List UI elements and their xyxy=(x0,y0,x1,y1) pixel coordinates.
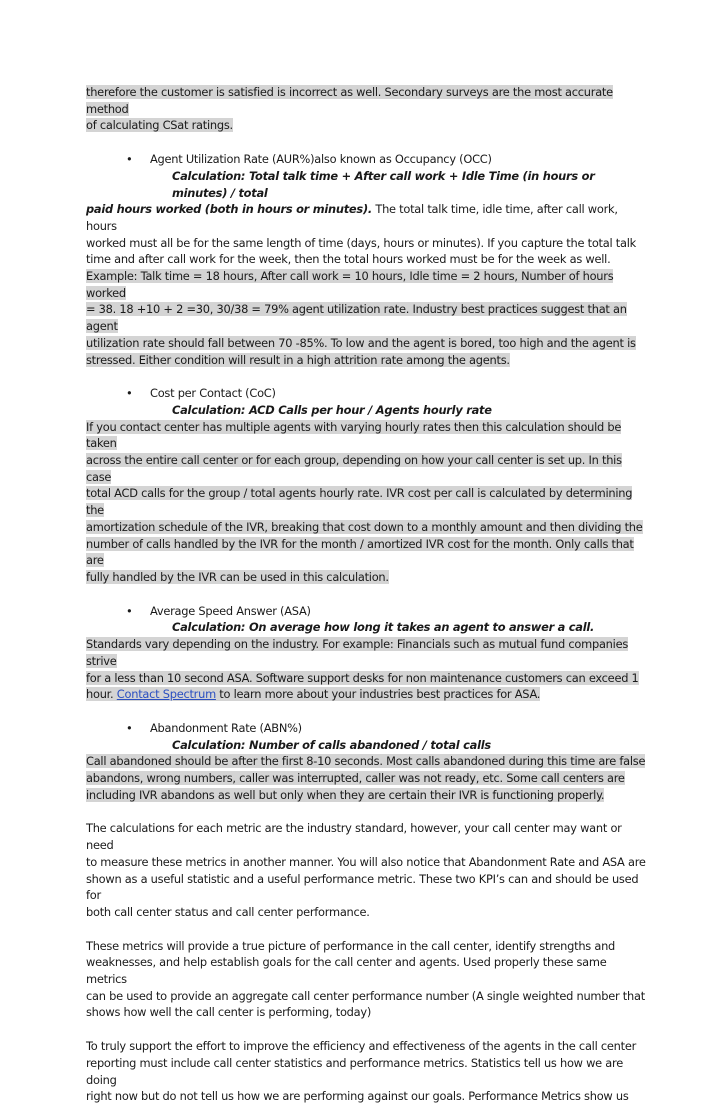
para1-line-2: to measure these metrics in another manner. You will also notice that Abandonment Rate and ASA are xyxy=(86,854,646,869)
aur-line-6: = 38. 18 +10 + 2 =30, 30/38 = 79% agent utilization rate. Industry best practices suggest that an agent xyxy=(86,302,627,334)
asa-line-1: Standards vary depending on the industry. For example: Financials such as mutual fund companies strive xyxy=(86,637,629,668)
abn-calculation: Calculation: Number of calls abandoned / total calls xyxy=(172,737,491,752)
asa-calculation: Calculation: On average how long it takes an agent to answer a call. xyxy=(172,620,595,635)
para2-line-2: weaknesses, and help establish goals for the call center and agents. Used properly these same metrics xyxy=(86,955,607,987)
bullet-icon: • xyxy=(126,603,133,618)
document-body xyxy=(86,84,646,1105)
aur-line-8: stressed. Either condition will result in a high attrition rate among the agents. xyxy=(86,352,510,367)
abn-line-2: abandons, wrong numbers, caller was interrupted, caller was not ready, etc. Some call centers are xyxy=(86,771,625,786)
aur-line-4: time and after call work for the week, then the total hours worked must be for the week as well. xyxy=(86,252,611,267)
para1-line-1: The calculations for each metric are the industry standard, however, your call center may want or need xyxy=(86,821,622,853)
intro-paragraph xyxy=(86,84,646,134)
aur-calculation: Calculation: Total talk time + After call work + Idle Time (in hours or minutes) / total xyxy=(172,168,595,200)
aur-calculation-cont: paid hours worked (both in hours or minutes). xyxy=(86,202,372,217)
coc-line-2: across the entire call center or for each group, depending on how your call center is set up. In this case xyxy=(86,453,622,484)
para1-line-4: both call center status and call center performance. xyxy=(86,904,370,919)
abn-line-1: Call abandoned should be after the first 8-10 seconds. Most calls abandoned during this time are false xyxy=(86,754,646,769)
para2-line-3: can be used to provide an aggregate call center performance number (A single weighted number that xyxy=(86,988,645,1003)
coc-calculation: Calculation: ACD Calls per hour / Agents hourly rate xyxy=(172,402,492,417)
abn-body xyxy=(86,753,646,803)
coc-body xyxy=(86,419,646,586)
aur-line-2 xyxy=(86,201,646,234)
para3-line-1: To truly support the effort to improve the efficiency and effectiveness of the agents in the call center xyxy=(86,1039,637,1054)
metrics-paragraph xyxy=(86,938,646,1022)
coc-line-5: number of calls handled by the IVR for the month / amortized IVR cost for the month. Only calls that are xyxy=(86,536,634,568)
abn-title: Abandonment Rate (ABN%) xyxy=(150,720,302,735)
support-paragraph xyxy=(86,1038,646,1105)
asa-bullet-item xyxy=(86,603,646,620)
aur-example xyxy=(86,268,646,368)
aur-line-5: Example: Talk time = 18 hours, After call work = 10 hours, Idle time = 2 hours, Number of hours worked xyxy=(86,269,614,300)
para2-line-1: These metrics will provide a true picture of performance in the call center, identify strengths and xyxy=(86,938,616,953)
asa-body xyxy=(86,636,646,703)
aur-line-3: worked must all be for the same length of time (days, hours or minutes). If you capture the total talk xyxy=(86,235,636,250)
para1-line-3: shown as a useful statistic and a useful performance metric. These two KPI’s can and should be used for xyxy=(86,871,639,903)
bullet-icon: • xyxy=(126,386,133,401)
abn-bullet-item xyxy=(86,720,646,737)
asa-line-3 xyxy=(86,687,540,701)
intro-line-2: of calculating CSat ratings. xyxy=(86,118,233,133)
coc-line-1: If you contact center has multiple agents with varying hourly rates then this calculation should be taken xyxy=(86,419,622,451)
para2-line-4: shows how well the call center is performing, today) xyxy=(86,1005,372,1020)
contact-spectrum-link[interactable]: Contact Spectrum xyxy=(116,687,216,702)
intro-line-1: therefore the customer is satisfied is incorrect as well. Secondary surveys are the most accurate method xyxy=(86,85,613,116)
bullet-icon: • xyxy=(126,152,133,167)
asa-line-3-pre: hour. xyxy=(86,687,117,702)
coc-line-3: total ACD calls for the group / total agents hourly rate. IVR cost per call is calculated by determining the xyxy=(86,486,633,518)
asa-line-2: for a less than 10 second ASA. Software support desks for non maintenance customers can exceed 1 xyxy=(86,670,639,685)
bullet-icon: • xyxy=(126,720,133,735)
coc-bullet-item xyxy=(86,385,646,402)
calculations-paragraph xyxy=(86,820,646,920)
aur-title: Agent Utilization Rate (AUR%)also known as Occupancy (OCC) xyxy=(150,152,492,167)
aur-line-7: utilization rate should fall between 70 -85%. To low and the agent is bored, too high and the agent is xyxy=(86,335,636,350)
para3-line-2: reporting must include call center statistics and performance metrics. Statistics tell us how we are doing xyxy=(86,1055,623,1087)
abn-line-3: including IVR abandons as well but only when they are certain their IVR is functioning properly. xyxy=(86,787,605,802)
aur-bullet-item xyxy=(86,151,646,168)
asa-title: Average Speed Answer (ASA) xyxy=(150,603,311,618)
asa-line-3-post: to learn more about your industries best practices for ASA. xyxy=(215,687,541,702)
para3-line-3: right now but do not tell us how we are performing against our goals. Performance Metrics show us xyxy=(86,1089,629,1104)
coc-line-4: amortization schedule of the IVR, breaking that cost down to a monthly amount and then dividing the xyxy=(86,519,643,534)
aur-line-2-rest: The total talk time, idle time, after call work, hours xyxy=(86,202,618,233)
coc-title: Cost per Contact (CoC) xyxy=(150,386,276,401)
coc-line-6: fully handled by the IVR can be used in this calculation. xyxy=(86,569,389,584)
